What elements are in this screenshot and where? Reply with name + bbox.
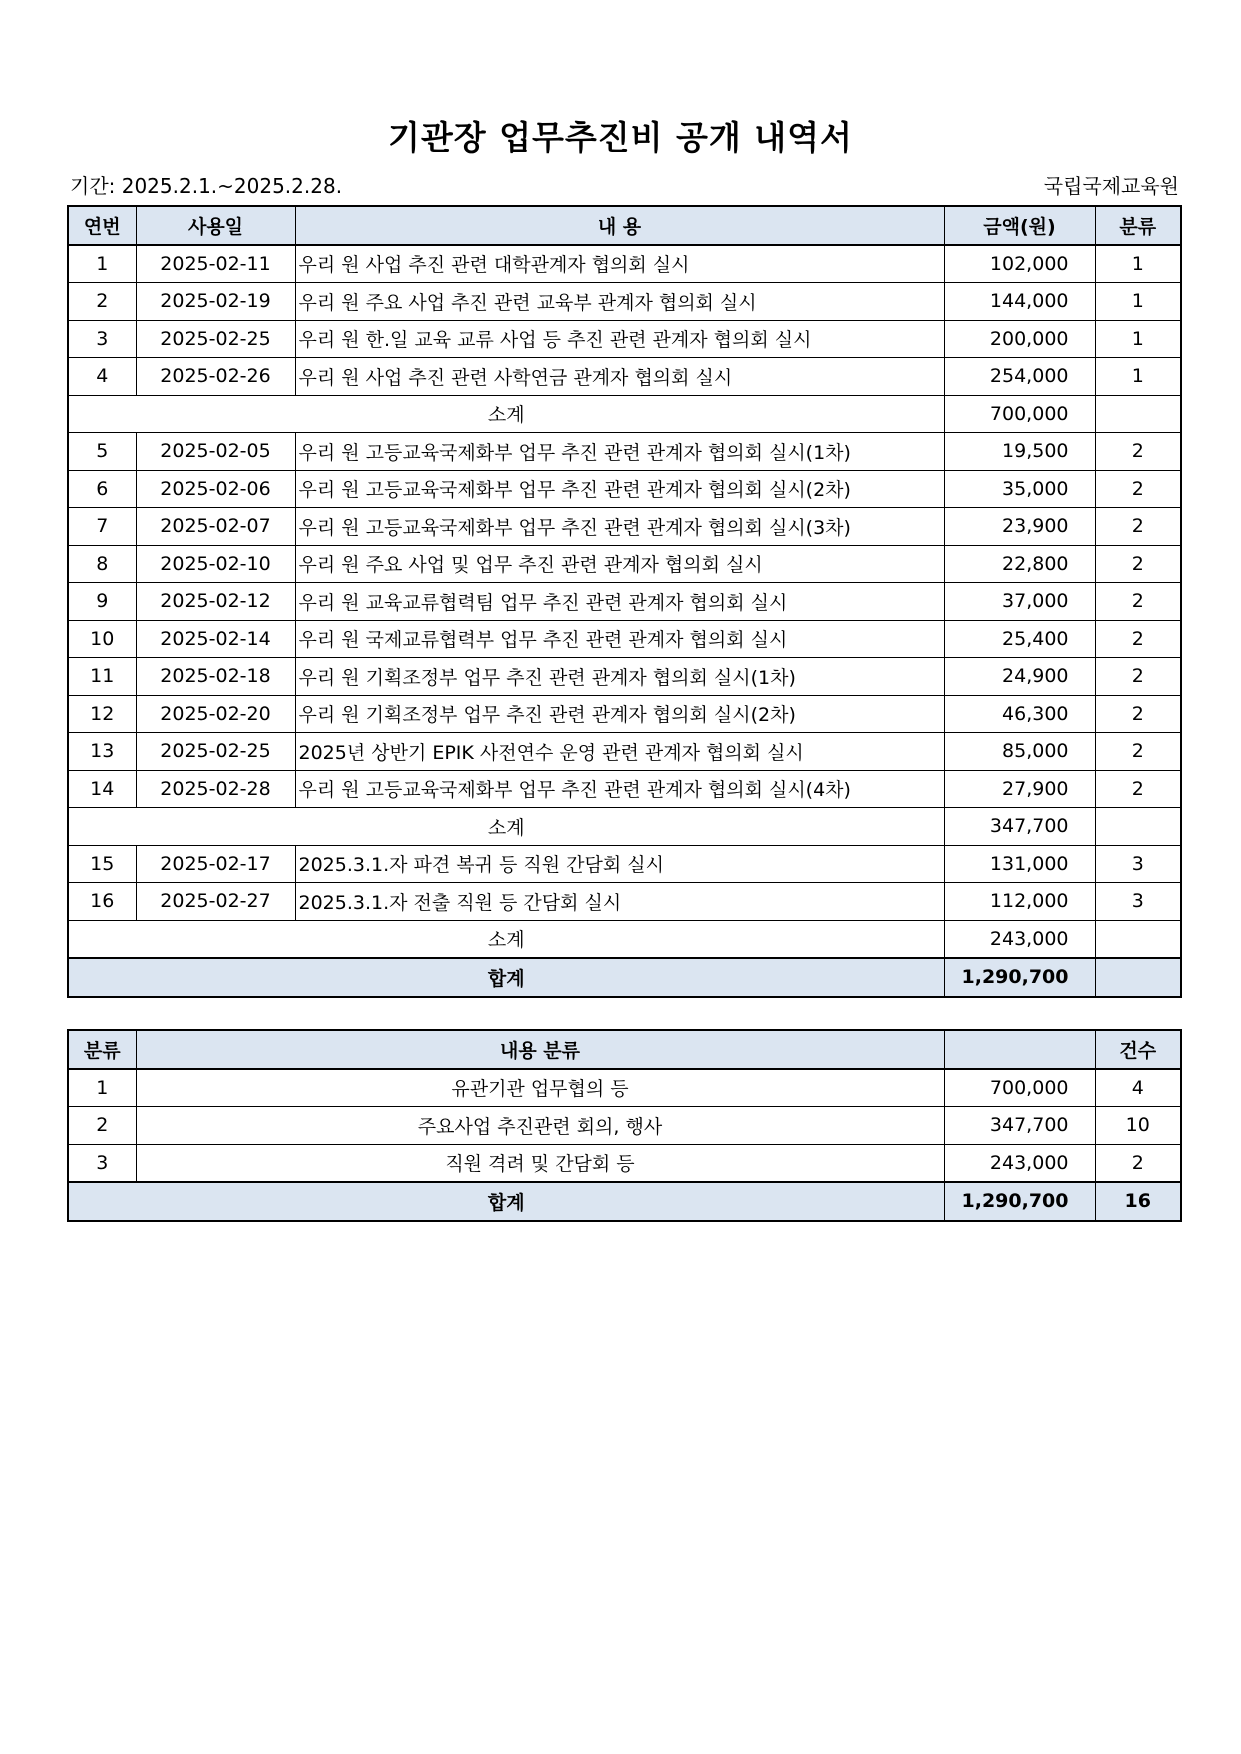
row-date: 2025-02-12: [136, 583, 295, 621]
subtotal-category-empty: [1095, 395, 1181, 433]
header-category: 분류: [1095, 206, 1181, 245]
table-row: [68, 508, 1181, 546]
summary-amount: 700,000: [944, 1069, 1095, 1107]
row-date: 2025-02-28: [136, 770, 295, 808]
header-desc: 내 용: [295, 206, 944, 245]
row-category: 3: [1095, 845, 1181, 883]
summary-desc: 직원 격려 및 간담회 등: [136, 1144, 944, 1182]
summary-amount: 243,000: [944, 1144, 1095, 1182]
row-desc: 우리 원 기획조정부 업무 추진 관련 관계자 협의회 실시(2차): [295, 695, 944, 733]
row-no: 15: [68, 845, 136, 883]
row-date: 2025-02-05: [136, 433, 295, 471]
row-category: 2: [1095, 545, 1181, 583]
row-no: 12: [68, 695, 136, 733]
summary-table: [67, 1029, 1182, 1222]
table-row: [68, 733, 1181, 771]
table-row: [68, 245, 1181, 283]
summary-count: 4: [1095, 1069, 1181, 1107]
row-category: 2: [1095, 770, 1181, 808]
row-desc: 우리 원 교육교류협력팀 업무 추진 관련 관계자 협의회 실시: [295, 583, 944, 621]
row-category: 3: [1095, 883, 1181, 921]
summary-table-header: [68, 1030, 1181, 1069]
row-amount: 23,900: [944, 508, 1095, 546]
summary-header-amount: [944, 1030, 1095, 1069]
total-amount: 1,290,700: [944, 958, 1095, 997]
row-desc: 2025년 상반기 EPIK 사전연수 운영 관련 관계자 협의회 실시: [295, 733, 944, 771]
row-amount: 85,000: [944, 733, 1095, 771]
expense-table-header: [68, 206, 1181, 245]
row-desc: 우리 원 사업 추진 관련 사학연금 관계자 협의회 실시: [295, 358, 944, 396]
row-category: 1: [1095, 283, 1181, 321]
row-amount: 254,000: [944, 358, 1095, 396]
summary-total-count: 16: [1095, 1182, 1181, 1221]
row-no: 14: [68, 770, 136, 808]
header-date: 사용일: [136, 206, 295, 245]
row-desc: 우리 원 주요 사업 및 업무 추진 관련 관계자 협의회 실시: [295, 545, 944, 583]
row-no: 6: [68, 470, 136, 508]
row-amount: 46,300: [944, 695, 1095, 733]
summary-desc: 유관기관 업무협의 등: [136, 1069, 944, 1107]
expense-table: [67, 205, 1182, 998]
summary-header-count: 건수: [1095, 1030, 1181, 1069]
table-row: [68, 433, 1181, 471]
table-row: [68, 320, 1181, 358]
row-amount: 200,000: [944, 320, 1095, 358]
row-category: 2: [1095, 695, 1181, 733]
subtotal-amount: 700,000: [944, 395, 1095, 433]
subtotal-amount: 243,000: [944, 920, 1095, 958]
summary-table-body: [68, 1069, 1181, 1221]
row-category: 2: [1095, 658, 1181, 696]
table-row: [68, 545, 1181, 583]
total-row: [68, 958, 1181, 997]
row-no: 8: [68, 545, 136, 583]
subtotal-amount: 347,700: [944, 808, 1095, 846]
subtotal-category-empty: [1095, 808, 1181, 846]
row-desc: 우리 원 주요 사업 추진 관련 교육부 관계자 협의회 실시: [295, 283, 944, 321]
row-amount: 35,000: [944, 470, 1095, 508]
summary-total-row: [68, 1182, 1181, 1221]
summary-category: 2: [68, 1107, 136, 1145]
summary-row: [68, 1144, 1181, 1182]
row-amount: 131,000: [944, 845, 1095, 883]
row-desc: 우리 원 고등교육국제화부 업무 추진 관련 관계자 협의회 실시(2차): [295, 470, 944, 508]
row-category: 1: [1095, 358, 1181, 396]
row-no: 9: [68, 583, 136, 621]
row-no: 7: [68, 508, 136, 546]
row-date: 2025-02-14: [136, 620, 295, 658]
summary-total-label: 합계: [68, 1182, 944, 1221]
row-no: 1: [68, 245, 136, 283]
row-category: 2: [1095, 583, 1181, 621]
summary-header-desc: 내용 분류: [136, 1030, 944, 1069]
table-row: [68, 770, 1181, 808]
row-date: 2025-02-06: [136, 470, 295, 508]
row-category: 2: [1095, 620, 1181, 658]
row-desc: 2025.3.1.자 전출 직원 등 간담회 실시: [295, 883, 944, 921]
total-category-empty: [1095, 958, 1181, 997]
row-amount: 144,000: [944, 283, 1095, 321]
subtotal-row: [68, 395, 1181, 433]
subtotal-row: [68, 920, 1181, 958]
row-desc: 우리 원 기획조정부 업무 추진 관련 관계자 협의회 실시(1차): [295, 658, 944, 696]
row-desc: 우리 원 사업 추진 관련 대학관계자 협의회 실시: [295, 245, 944, 283]
row-desc: 우리 원 한.일 교육 교류 사업 등 추진 관련 관계자 협의회 실시: [295, 320, 944, 358]
header-no: 연번: [68, 206, 136, 245]
row-category: 2: [1095, 508, 1181, 546]
row-date: 2025-02-27: [136, 883, 295, 921]
row-date: 2025-02-25: [136, 320, 295, 358]
total-label: 합계: [68, 958, 944, 997]
row-amount: 24,900: [944, 658, 1095, 696]
summary-category: 3: [68, 1144, 136, 1182]
row-no: 4: [68, 358, 136, 396]
table-row: [68, 283, 1181, 321]
row-amount: 27,900: [944, 770, 1095, 808]
table-row: [68, 658, 1181, 696]
row-no: 3: [68, 320, 136, 358]
row-amount: 112,000: [944, 883, 1095, 921]
row-desc: 2025.3.1.자 파견 복귀 등 직원 간담회 실시: [295, 845, 944, 883]
row-desc: 우리 원 고등교육국제화부 업무 추진 관련 관계자 협의회 실시(3차): [295, 508, 944, 546]
row-date: 2025-02-20: [136, 695, 295, 733]
row-category: 1: [1095, 320, 1181, 358]
row-date: 2025-02-26: [136, 358, 295, 396]
page-title: 기관장 업무추진비 공개 내역서: [388, 118, 853, 157]
row-date: 2025-02-11: [136, 245, 295, 283]
row-category: 1: [1095, 245, 1181, 283]
summary-desc: 주요사업 추진관련 회의, 행사: [136, 1107, 944, 1145]
table-row: [68, 845, 1181, 883]
organization-name: 국립국제교육원: [1043, 174, 1179, 198]
row-date: 2025-02-25: [136, 733, 295, 771]
summary-count: 10: [1095, 1107, 1181, 1145]
summary-row: [68, 1107, 1181, 1145]
row-no: 11: [68, 658, 136, 696]
subtotal-row: [68, 808, 1181, 846]
expense-table-body: [68, 245, 1181, 997]
row-amount: 22,800: [944, 545, 1095, 583]
subtotal-label: 소계: [68, 395, 944, 433]
subtotal-category-empty: [1095, 920, 1181, 958]
summary-category: 1: [68, 1069, 136, 1107]
row-no: 16: [68, 883, 136, 921]
subtotal-label: 소계: [68, 920, 944, 958]
summary-row: [68, 1069, 1181, 1107]
period-label: 기간: 2025.2.1.~2025.2.28.: [70, 174, 343, 198]
table-row: [68, 358, 1181, 396]
table-row: [68, 695, 1181, 733]
summary-header-category: 분류: [68, 1030, 136, 1069]
row-category: 2: [1095, 433, 1181, 471]
row-amount: 37,000: [944, 583, 1095, 621]
row-amount: 25,400: [944, 620, 1095, 658]
row-category: 2: [1095, 470, 1181, 508]
row-date: 2025-02-10: [136, 545, 295, 583]
row-no: 13: [68, 733, 136, 771]
header-amount: 금액(원): [944, 206, 1095, 245]
subtotal-label: 소계: [68, 808, 944, 846]
row-category: 2: [1095, 733, 1181, 771]
row-desc: 우리 원 국제교류협력부 업무 추진 관련 관계자 협의회 실시: [295, 620, 944, 658]
row-no: 5: [68, 433, 136, 471]
row-amount: 19,500: [944, 433, 1095, 471]
summary-amount: 347,700: [944, 1107, 1095, 1145]
summary-count: 2: [1095, 1144, 1181, 1182]
row-date: 2025-02-18: [136, 658, 295, 696]
row-desc: 우리 원 고등교육국제화부 업무 추진 관련 관계자 협의회 실시(1차): [295, 433, 944, 471]
row-date: 2025-02-07: [136, 508, 295, 546]
summary-total-amount: 1,290,700: [944, 1182, 1095, 1221]
table-row: [68, 620, 1181, 658]
table-row: [68, 470, 1181, 508]
table-row: [68, 583, 1181, 621]
row-date: 2025-02-17: [136, 845, 295, 883]
row-no: 2: [68, 283, 136, 321]
row-no: 10: [68, 620, 136, 658]
row-amount: 102,000: [944, 245, 1095, 283]
row-date: 2025-02-19: [136, 283, 295, 321]
table-row: [68, 883, 1181, 921]
row-desc: 우리 원 고등교육국제화부 업무 추진 관련 관계자 협의회 실시(4차): [295, 770, 944, 808]
